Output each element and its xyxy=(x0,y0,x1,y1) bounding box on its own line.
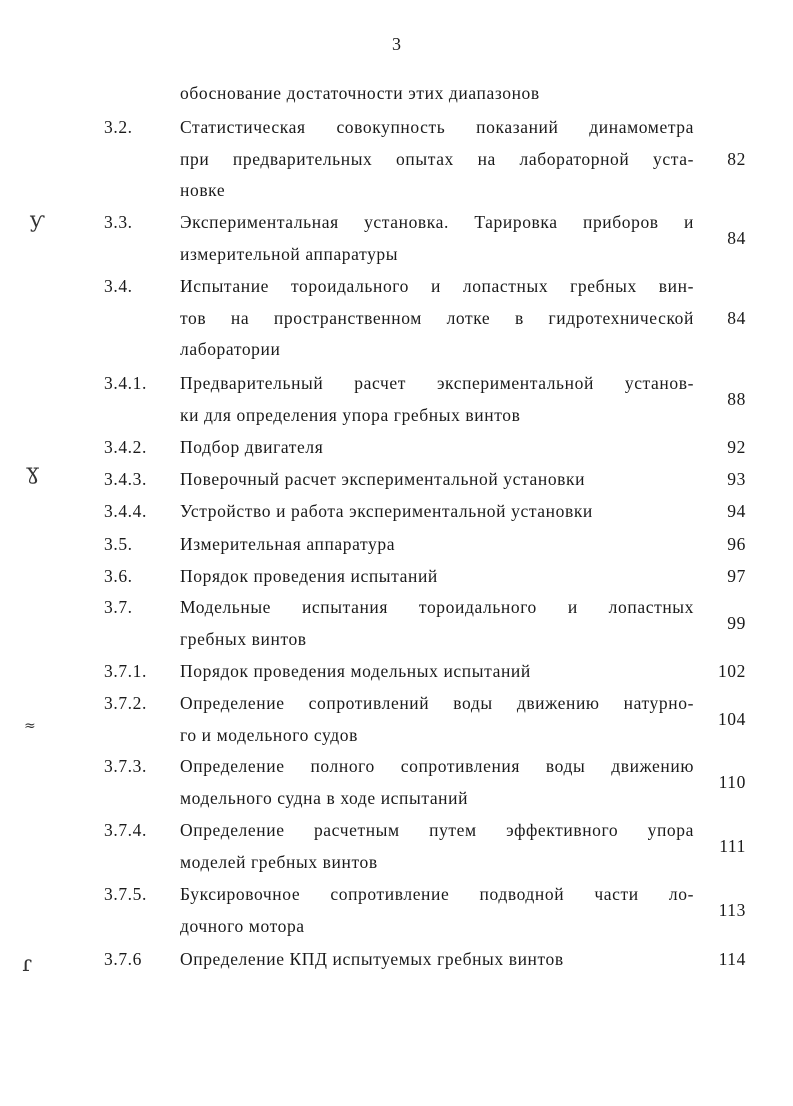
toc-entry-text: обоснование достаточности этих диапазонов xyxy=(180,83,540,103)
toc-entry-page: 99 xyxy=(727,612,746,633)
toc-entry-text xyxy=(180,944,694,976)
toc-entry-number: 3.7.1. xyxy=(104,661,147,681)
toc-entry-number: 3.4.4. xyxy=(104,501,147,521)
toc-entry-line: Поверочный расчет экспериментальной установки xyxy=(180,469,586,489)
toc-entry-line: тов на пространственном лотке в гидротехнической xyxy=(180,307,694,328)
toc-entry-line: при предварительных опытах на лабораторной уста- xyxy=(180,148,694,169)
margin-handwritten-mark: ɾ xyxy=(22,952,32,977)
toc-entry-page: 102 xyxy=(717,661,746,681)
toc-entry-text xyxy=(180,815,694,878)
toc-entry-text xyxy=(180,207,694,270)
toc-entry-number: 3.4. xyxy=(104,276,133,296)
toc-entry-line: Измерительная аппаратура xyxy=(180,534,396,554)
toc-entry-text xyxy=(180,561,694,593)
toc-entry-text xyxy=(180,592,694,655)
toc-entry-line: новке xyxy=(180,180,226,201)
toc-entry-text xyxy=(180,688,694,751)
toc-entry-page: 88 xyxy=(727,388,746,409)
toc-entry-text xyxy=(180,751,694,814)
toc-entry-text xyxy=(180,432,694,464)
toc-entry-number: 3.4.2. xyxy=(104,437,147,457)
toc-entry-page: 84 xyxy=(727,227,746,248)
toc-entry-page: 111 xyxy=(719,835,746,856)
toc-entry-page: 94 xyxy=(727,501,746,521)
toc-entry-text xyxy=(180,464,694,496)
toc-entry-page: 110 xyxy=(718,771,746,792)
margin-handwritten-mark: ƴ xyxy=(30,208,45,233)
toc-entry-page: 82 xyxy=(727,148,746,169)
toc-entry-line: ки для определения упора гребных винтов xyxy=(180,404,521,425)
toc-entry-number: 3.2. xyxy=(104,117,133,137)
toc-entry-line: Порядок проведения испытаний xyxy=(180,566,438,586)
toc-entry-number: 3.6. xyxy=(104,566,133,586)
toc-entry-text xyxy=(180,271,694,366)
toc-entry-number: 3.4.1. xyxy=(104,373,147,393)
toc-entry-line: Буксировочное сопротивление подводной части ло- xyxy=(180,884,694,904)
toc-entry-number: 3.7.6 xyxy=(104,949,142,969)
toc-entry-line: модельного судна в ходе испытаний xyxy=(180,787,469,808)
toc-entry-number: 3.5. xyxy=(104,534,133,554)
toc-entry-page: 84 xyxy=(727,307,746,328)
toc-entry-line: Предварительный расчет экспериментальной установ- xyxy=(180,373,694,393)
toc-entry-line: Устройство и работа экспериментальной установки xyxy=(180,501,593,521)
toc-entry-page: 113 xyxy=(718,899,746,920)
toc-entry-line: Подбор двигателя xyxy=(180,437,324,457)
toc-entry-text xyxy=(180,879,694,942)
toc-entry-line: го и модельного судов xyxy=(180,724,358,745)
margin-handwritten-mark: ≈ xyxy=(24,718,36,734)
toc-entry-line: Определение сопротивлений воды движению натурно- xyxy=(180,693,694,713)
toc-entry-line: Испытание тороидального и лопастных гребных вин- xyxy=(180,276,694,296)
toc-entry-number: 3.7.4. xyxy=(104,820,147,840)
toc-entry-number: 3.7.3. xyxy=(104,756,147,776)
toc-entry-number: 3.7. xyxy=(104,597,133,617)
toc-entry-number: 3.3. xyxy=(104,212,133,232)
toc-entry-line: Порядок проведения модельных испытаний xyxy=(180,661,531,681)
toc-entry-line: Экспериментальная установка. Тарировка приборов и xyxy=(180,212,694,232)
toc-entry-line: Модельные испытания тороидального и лопастных xyxy=(180,597,694,617)
toc-entry-text xyxy=(180,368,694,431)
toc-entry-line: лаборатории xyxy=(180,339,281,360)
toc-entry-line: Определение расчетным путем эффективного упора xyxy=(180,820,694,840)
toc-entry-text xyxy=(180,496,694,528)
toc-entry-page: 93 xyxy=(727,469,746,489)
toc-entry-line: дочного мотора xyxy=(180,915,305,936)
margin-handwritten-mark: ɣ xyxy=(26,460,40,485)
toc-entry-line: Определение КПД испытуемых гребных винтов xyxy=(180,949,564,969)
toc-entry-text xyxy=(180,112,694,207)
page-number: 3 xyxy=(392,34,401,54)
toc-entry-page: 97 xyxy=(727,566,746,586)
toc-entry-text xyxy=(180,656,694,688)
toc-entry-line: Статистическая совокупность показаний динамометра xyxy=(180,117,694,137)
toc-entry-page: 104 xyxy=(717,708,746,729)
toc-entry-line: Определение полного сопротивления воды движению xyxy=(180,756,694,776)
toc-entry-page: 92 xyxy=(727,437,746,457)
toc-entry-page: 96 xyxy=(727,534,746,554)
toc-entry-number: 3.7.2. xyxy=(104,693,147,713)
toc-entry-number: 3.7.5. xyxy=(104,884,147,904)
toc-entry-page: 114 xyxy=(718,949,746,969)
toc-entry-line: гребных винтов xyxy=(180,628,307,649)
toc-entry-number: 3.4.3. xyxy=(104,469,147,489)
toc-entry-line: измерительной аппаратуры xyxy=(180,243,399,264)
toc-entry-line: моделей гребных винтов xyxy=(180,851,378,872)
toc-entry-text xyxy=(180,529,694,561)
